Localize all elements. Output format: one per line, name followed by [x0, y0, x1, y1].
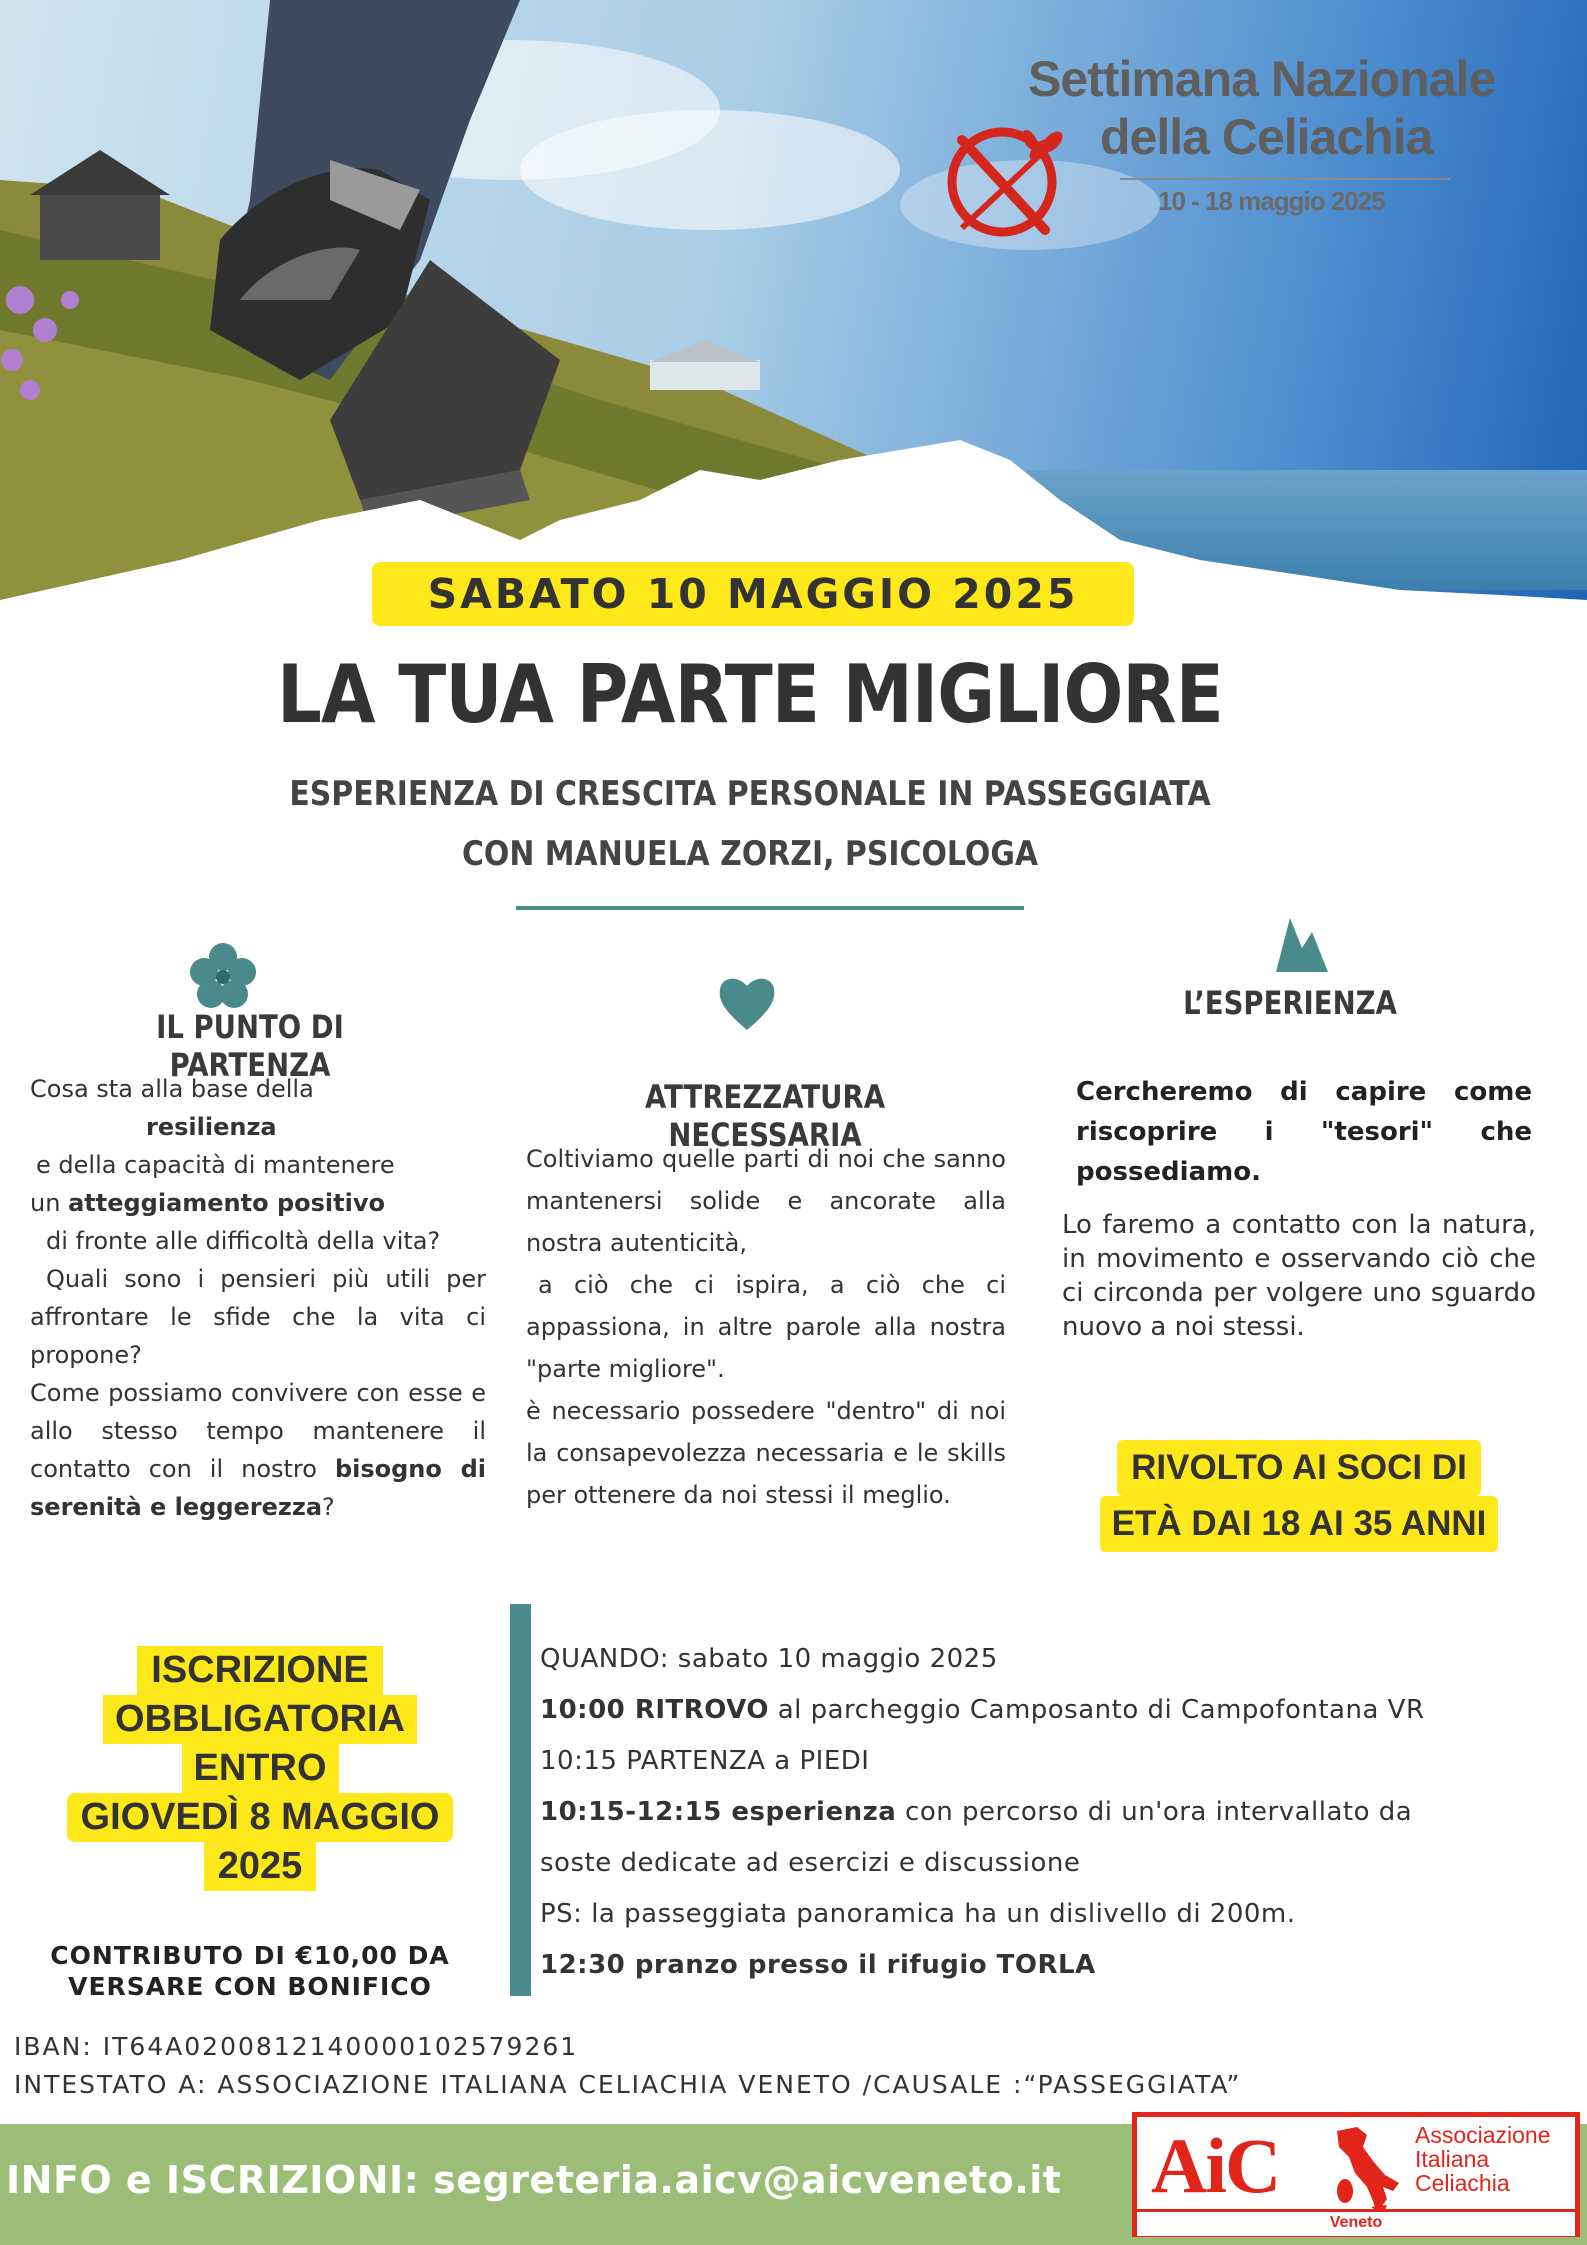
schedule-r3-bold: 10:15-12:15 esperienza — [540, 1797, 897, 1827]
schedule-r2: 10:15 PARTENZA a PIEDI — [540, 1746, 870, 1776]
aic-logo — [1132, 2112, 1580, 2237]
schedule — [540, 1634, 1580, 1991]
col1-body — [30, 1070, 486, 1526]
col1-p1: Cosa sta alla base della — [30, 1075, 314, 1103]
reg-line4: GIOVEDÌ 8 MAGGIO — [67, 1793, 454, 1842]
iban: IBAN: IT64A0200812140000102579261 — [14, 2032, 579, 2061]
col2-p3: è necessario possedere "dentro" di noi la consapevolezza necessaria e le skills per ottenere da noi stessi il meglio. — [526, 1397, 1006, 1509]
header-divider — [1120, 178, 1450, 180]
col1-p3-bold: atteggiamento positivo — [68, 1189, 385, 1217]
schedule-r1-bold: 10:00 RITROVO — [540, 1695, 769, 1725]
event-dates: 10 - 18 maggio 2025 — [1158, 186, 1385, 216]
aic-logo-name — [1415, 2123, 1551, 2195]
schedule-lunch: 12:30 pranzo presso il rifugio TORLA — [540, 1950, 1096, 1980]
clover-icon — [188, 940, 258, 1010]
reg-line1: ISCRIZIONE — [137, 1646, 382, 1695]
aic-logo-region-bar — [1137, 2209, 1575, 2236]
aic-logo-line2: Italiana — [1415, 2146, 1490, 2172]
col1-p2: e della capacità di mantenere — [36, 1151, 395, 1179]
heart-icon — [716, 972, 778, 1034]
account-holder: INTESTATO A: ASSOCIAZIONE ITALIANA CELIACHIA VENETO /CAUSALE :“PASSEGGIATA” — [14, 2070, 1242, 2099]
event-title-line1: Settimana Nazionale — [1028, 51, 1496, 107]
col1-p6b: ? — [322, 1493, 335, 1521]
reg-line3: ENTRO — [182, 1744, 339, 1793]
aic-logo-line1: Associazione — [1415, 2122, 1551, 2148]
title-divider — [516, 906, 1024, 910]
date-banner-text: SABATO 10 MAGGIO 2025 — [427, 570, 1079, 618]
col1-p4: di fronte alle difficoltà della vita? — [46, 1227, 441, 1255]
col3-p1: Lo faremo a contatto con la natura, in movimento e osservando ciò che ci circonda per volgere uno sguardo nuovo a noi stessi. — [1062, 1210, 1536, 1342]
schedule-ps: PS: la passeggiata panoramica ha un dislivello di 200m. — [540, 1899, 1296, 1929]
reg-line5: 2025 — [204, 1842, 317, 1891]
footer-contact: INFO e ISCRIZIONI: segreteria.aicv@aicveneto.it — [6, 2158, 1062, 2202]
italy-map-icon — [1327, 2125, 1407, 2217]
schedule-r3-rest: con percorso di un'ora intervallato da — [896, 1797, 1413, 1827]
mountain-icon — [1272, 912, 1332, 974]
col1-heading: IL PUNTO DI PARTENZA — [156, 1008, 344, 1084]
schedule-when: QUANDO: sabato 10 maggio 2025 — [540, 1644, 998, 1674]
reg-line2: OBBLIGATORIA — [103, 1695, 417, 1744]
fee-info — [10, 1940, 490, 2002]
aic-logo-region: Veneto — [1329, 2214, 1383, 2231]
col2-p1: Coltiviamo quelle parti di noi che sanno mantenersi solide e ancorate alla nostra autenticità, — [526, 1145, 1006, 1257]
col3-heading: L’ESPERIENZA — [1183, 984, 1397, 1022]
col1-p1-bold: resilienza — [146, 1113, 277, 1141]
col2-heading: ATTREZZATURA NECESSARIA — [644, 1078, 885, 1154]
target-line1: RIVOLTO AI SOCI DI — [1117, 1440, 1481, 1496]
subtitle-line1: ESPERIENZA DI CRESCITA PERSONALE IN PASSEGGIATA — [289, 774, 1211, 814]
col1-p6-bold: bisogno di serenità e leggerezza — [30, 1455, 486, 1521]
payment-info — [14, 2028, 1574, 2104]
schedule-r1-rest: al parcheggio Camposanto di Campofontana VR — [768, 1695, 1425, 1725]
schedule-r3-cont: soste dedicate ad esercizi e discussione — [540, 1848, 1081, 1878]
fee-line1: CONTRIBUTO DI €10,00 DA — [50, 1941, 450, 1970]
col2-p2: a ciò che ci ispira, a ciò che ci appassiona, in altre parole alla nostra "parte migliore". — [526, 1271, 1006, 1383]
main-title: LA TUA PARTE MIGLIORE — [277, 648, 1223, 741]
event-title-line2: della Celiachia — [1100, 109, 1433, 165]
col1-p5: Quali sono i pensieri più utili per affrontare le sfide che la vita ci propone? — [30, 1265, 486, 1369]
subtitle-line2: CON MANUELA ZORZI, PSICOLOGA — [461, 834, 1039, 874]
crossed-wheat-icon — [940, 120, 1080, 240]
fee-line2: VERSARE CON BONIFICO — [68, 1972, 432, 2001]
aic-logo-line3: Celiachia — [1415, 2170, 1510, 2196]
target-line2: ETÀ DAI 18 AI 35 ANNI — [1100, 1496, 1499, 1552]
date-banner — [372, 562, 1134, 626]
col1-p6a: Come possiamo convivere con esse e allo stesso tempo mantenere il contatto con il nostro — [30, 1379, 486, 1483]
col3-lead: Cercheremo di capire come riscoprire i "tesori" che possediamo. — [1076, 1077, 1532, 1187]
schedule-bar — [510, 1604, 531, 1996]
aic-logo-text: AiC — [1151, 2122, 1280, 2209]
registration-deadline — [20, 1646, 500, 1891]
target-audience — [1052, 1440, 1546, 1552]
col1-p3a: un — [30, 1189, 69, 1217]
col2-body — [526, 1138, 1006, 1516]
